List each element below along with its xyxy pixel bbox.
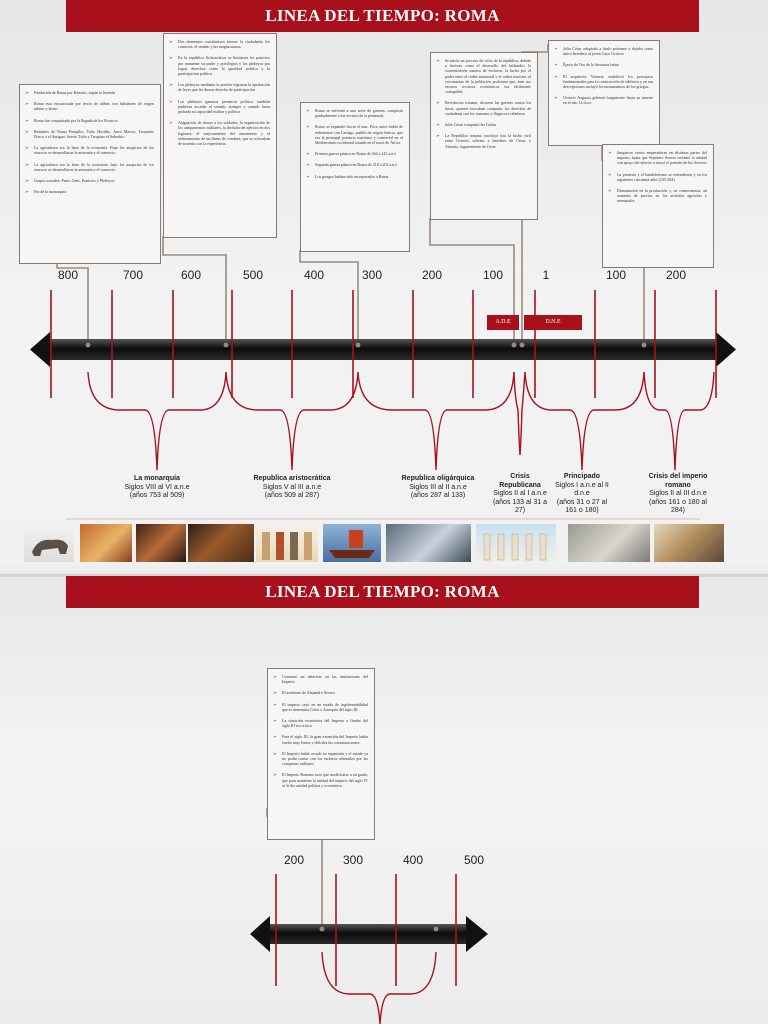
note-item: ➢ El arquitecto Vitruvio estableció los principios fundamentales para la construcción de edificios y en sus descripciones incluyó los monumentos de los griegos. — [563, 74, 653, 90]
note-item: ➢ El asesinato de Alejandro Severo — [282, 690, 368, 695]
year-label-500: 500 — [242, 268, 264, 282]
note-item: ➢ Roma se expandió hacia el mar. Poco antes había de enfrentarse con Cartago, pueblo de origen fenicio, que era la principal potencia marítima y comercial en el Mediterráneo occidental situado en el norte de África — [315, 124, 403, 145]
note-item: ➢ La agricultura era la base de la economía, bajo los auspicios de los etruscos se desarrollaron la artesanía y el comercio — [34, 162, 154, 172]
period-label-principado: Principado Siglos I a.n.e al II d.n.e (años 31 o 27 al 161 o 180) — [555, 473, 609, 514]
event-marker — [434, 927, 439, 932]
note-item: ➢ Para el siglo III, la gran extensión del Imperio había vuelto muy lentas y difíciles las comunicaciones — [282, 734, 368, 744]
period-braces — [88, 372, 714, 470]
period-label-aristocratica: Republica aristocrática Siglos V al III a.n.e (años 509 al 287) — [253, 475, 331, 499]
note-item: ➢ Los plebeyos ganaron presencia política, también pudieron acceder al senado, siempre y cuando fuera probada su capacidad militar y política — [178, 99, 270, 115]
note-item: ➢ Segunda guerra púnica en Roma de 218 a 201 a.n.e — [315, 162, 403, 167]
roman-soldiers-image — [654, 524, 724, 562]
year-label-100: 100 — [482, 268, 504, 282]
period-brace — [322, 952, 436, 1024]
note-item: ➢ Dos elementos constitutivos fueron: la ciudadanía, los comicios, el senado y las magistraturas. — [178, 39, 270, 49]
year-label-800: 800 — [57, 268, 79, 282]
note-item: ➢ Roma se enfrentó a una serie de guerras, conquistó gradualmente a los vecinos de la península — [315, 108, 403, 118]
roman-costumes-image — [256, 524, 318, 562]
note-item: ➢ Disminución en la producción y, en consecuencia, un aumento de precios en los artículos agrícolas y artesanales — [617, 188, 707, 204]
timeline-arrow-2 — [250, 916, 488, 952]
battle-scene-image — [386, 524, 471, 562]
painting-image-2 — [188, 524, 254, 562]
year-label-1: 1 — [542, 268, 550, 282]
temple-columns-image — [476, 524, 556, 562]
aristocratica-notes-box — [163, 33, 277, 238]
note-item: ➢ Revolución romana, dictaron las guerras contra los itosis, quienes buscaban compartir los derechos de ciudadanía con los romanos y llegaron a rebelarse — [445, 100, 531, 116]
relief-sculpture-image — [568, 524, 650, 562]
year-label-300: 300 — [342, 853, 364, 867]
event-marker — [320, 927, 325, 932]
note-item: ➢ Se inició un proceso de crisis de la república, debido a factores como el desarrollo del latifundio, la concentración masiva de esclavos, la lucha por el poder entre el orden senatorial y el orden ecuestre, el crecimiento de la población proletaria que, ante sus escasos recursos económicos era fácilmente corruptible. — [445, 58, 531, 94]
note-item: ➢ Grupos sociales: Pater, Gens, Patricios y Plebeyos — [34, 178, 154, 183]
wolf-statue-image — [24, 524, 74, 562]
year-label-700: 700 — [122, 268, 144, 282]
period-label-crisis-republicana: Crisis Republicana Siglos II al I a.n.e (años 133 al 31 a 27) — [492, 473, 548, 514]
note-item: ➢ Octavio Augusto gobernó largamente hasta su muerte en el año 14 d.n.e. — [563, 95, 653, 105]
etruscan-fresco-image — [80, 524, 132, 562]
note-item: ➢ Los plebeyos mediante la presión lograron la aprobación de leyes que les dieron derecho de participación — [178, 82, 270, 92]
painting-image-1 — [136, 524, 186, 562]
principado-notes-box — [548, 40, 660, 146]
timeline-arrow — [30, 332, 736, 367]
slide-1-title: LINEA DEL TIEMPO: ROMA — [66, 0, 699, 32]
crisis-siglo-iii-notes-box — [267, 668, 375, 840]
note-item: ➢ Fin de la monarquía — [34, 189, 154, 194]
note-item: ➢ Los griegos habían sido incorporados a Roma — [315, 174, 403, 179]
note-item: ➢ La piratería y el bandolerismo se extendieron y en los siguientes cincuenta años (235-284) — [617, 172, 707, 182]
note-item: ➢ La República romana concluyó tras la lucha civil entre Octavio, sobrino y heredero de César, y Antonio, lugarteniente de César. — [445, 133, 531, 149]
ade-tag: A.D.E — [487, 315, 519, 330]
timeline-graphic-2 — [0, 576, 768, 1024]
note-item: ➢ Julio César conquistó las Galias — [445, 122, 531, 127]
slide-2-title: LINEA DEL TIEMPO: ROMA — [66, 576, 699, 608]
year-label-500: 500 — [463, 853, 485, 867]
year-label-300: 300 — [361, 268, 383, 282]
year-label-200-dne: 200 — [665, 268, 687, 282]
note-item: ➢ Fundación de Roma por Rómulo, según la leyenda — [34, 90, 154, 95]
crisis-republicana-notes-box — [430, 52, 538, 220]
note-item: ➢ Reinados de Numa Pompilio, Tulio Hostilio, Anco Marcio, Tarquinio Prisco o el Antiguo, Servio Tulio y Tarquino el Soberbio — [34, 129, 154, 139]
oligarquica-notes-box — [300, 102, 410, 252]
period-label-crisis-imperio: Crisis del imperio romano Siglos II al III d.n.e (años 161 o 180 al 284) — [648, 473, 708, 514]
note-item: ➢ El Imperio Romano tuvo que modificarse a tal grado, que para mantener la unidad del imperio del siglo IV se le dio unidad política y económica. — [282, 772, 368, 788]
year-label-400: 400 — [402, 853, 424, 867]
note-item: ➢ Julio César adoptado a título póstumo y dejaba como único heredero al joven Cayo Octavio — [563, 46, 653, 56]
note-item: ➢ En la república Aristocrática se limitaron los patricios por mantener su poder y privilegios y los plebeyos por lograr derechos como la igualdad política y la participación política — [178, 55, 270, 76]
note-item: ➢ La situación económica del Imperio a finales del siglo III era crítica — [282, 718, 368, 728]
note-item: ➢ Surgieron varios emperadores en distintas partes del imperio, hasta que Septimio Severo reclamó la unidad con apoyo del ejército e inició el periodo de los Severos — [617, 150, 707, 166]
roman-ship-image — [323, 524, 381, 562]
note-item: ➢ Época de Oro de la literatura latina — [563, 62, 653, 67]
note-item: ➢ Primera guerra púnica en Roma de 264 a 241 a.n.e — [315, 151, 403, 156]
note-item: ➢ Comenzó un deterioro en las instituciones del Imperio — [282, 674, 368, 684]
note-item: ➢ Asignación de tierras a los soldados, la organización de los campamentos militares, la división del ejército en dos legiones, el mejoramiento del armamento y el ordenamiento de las líneas de combate, que se colocaban de acuerdo con la experiencia. — [178, 120, 270, 146]
note-item: ➢ El Imperio había cesado su expansión y el estado ya no podía contar con los esclavos obtenidos por las conquistas militares — [282, 751, 368, 767]
slide-2 — [0, 576, 768, 1024]
year-label-600: 600 — [180, 268, 202, 282]
year-label-200: 200 — [283, 853, 305, 867]
note-item: ➢ Roma esta estructurada por tercio de aldeas con habitantes de origen sabino y latino — [34, 101, 154, 111]
period-label-oligarquica: Republica oligárquica Siglos III al II a.n.e (años 287 al 133) — [401, 475, 475, 499]
period-label-monarquia: La monarquía Siglos VIII al VI a.n.e (años 753 al 509) — [124, 475, 190, 499]
note-item: ➢ La agricultura era la base de la economía. Bajo los auspicios de los etruscos se desarrollaron la artesanía y el comercio — [34, 145, 154, 155]
note-item: ➢ El imperio cayó en un estado de ingobernabilidad que se denomina Crisis o Anarquía del siglo III — [282, 702, 368, 712]
note-item: ➢ Roma fue conquistada por la llegada de los Etruscos — [34, 118, 154, 123]
year-label-100-dne: 100 — [605, 268, 627, 282]
monarquia-notes-box — [19, 84, 161, 264]
year-label-200: 200 — [421, 268, 443, 282]
crisis-imperio-notes-box — [602, 144, 714, 268]
year-label-400: 400 — [303, 268, 325, 282]
dne-tag: D.N.E — [524, 315, 582, 330]
